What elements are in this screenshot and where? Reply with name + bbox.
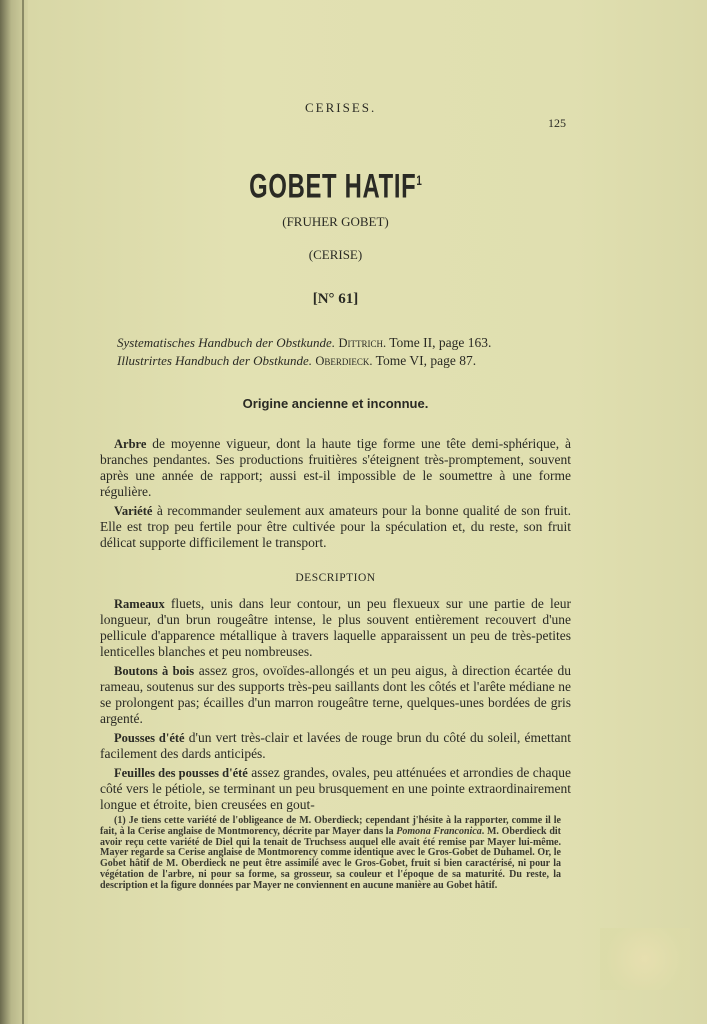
footnote-part: . M. Oberdieck dit avoir reçu cette variété de Diel qui la tenait de Truchsess auquel elle avait été remise par Mayer lui-même. Mayer regarde sa Cerise anglaise de Montmorency comme identique avec le Gros-Gobet de Duhamel. Or, le Gobet hâtif de M. Oberdieck ne peut être assimilé avec le Gros-Gobet, fruit si bien caractérisé, ni pour la végétation de l'arbre, ni pour sa forme, sa grosseur, sa couleur et l'époque de sa maturité. Du reste, la description et la figure données par Mayer ne conviennent en aucune manière au Gobet hâtif. bbox=[100, 825, 561, 891]
paragraph-lead: Pousses d'été bbox=[114, 731, 185, 745]
paragraph-lead: Variété bbox=[114, 504, 153, 518]
paragraph-lead: Feuilles des pousses d'été bbox=[114, 766, 248, 780]
title-text: GOBET HATIF bbox=[248, 167, 417, 206]
reference bbox=[117, 352, 571, 370]
reference-work: Illustrirtes Handbuch der Obstkunde. bbox=[117, 353, 312, 368]
reference-author: Oberdieck. bbox=[315, 354, 373, 368]
paragraph bbox=[100, 730, 571, 762]
running-title: CERISES. bbox=[305, 100, 377, 115]
title-wrap bbox=[249, 160, 422, 206]
references bbox=[100, 334, 571, 396]
paragraph-lead: Rameaux bbox=[114, 597, 165, 611]
paragraph bbox=[100, 503, 571, 551]
paragraph-text: assez gros, ovoïdes-allongés et un peu aigus, à direction écartée du rameau, soutenus sur des supports très-peu saillants dont les côtés et l'arête médiane ne se prolongent pas; écailles d'un marron rougeâtre terne, quelques-unes bordées de gris argenté. bbox=[100, 663, 572, 726]
page-number: 125 bbox=[548, 116, 566, 130]
paragraph-text: de moyenne vigueur, dont la haute tige forme une tête demi-sphérique, à branches pendantes. Ses productions fruitières s'éteignent très-promptement, souvent après une année de rapport; aussi est-il impossible de le soumettre à une forme régulière. bbox=[100, 436, 571, 499]
intro-section bbox=[100, 436, 571, 571]
reference bbox=[117, 334, 571, 352]
footnote-text bbox=[100, 816, 561, 892]
paragraph-text: d'un vert très-clair et lavées de rouge brun du côté du soleil, émettant facilement des dards anticipés. bbox=[100, 730, 571, 761]
page-stain bbox=[600, 928, 690, 990]
description-heading: DESCRIPTION bbox=[295, 572, 376, 584]
paragraph-lead: Arbre bbox=[114, 437, 147, 451]
paragraph bbox=[100, 663, 571, 727]
footnote-marker: 1 bbox=[416, 172, 423, 188]
footnote-part: Je tiens cette variété de l'obligeance de M. Oberdieck; cependant j'hésite à la rapporter, comme il le fait, à la Cerise anglaise de Montmorency, décrite par Mayer dans la bbox=[100, 815, 561, 837]
fruit-kind: (CERISE) bbox=[308, 247, 363, 262]
reference-work: Systematisches Handbuch der Obstkunde. bbox=[117, 335, 336, 350]
variety-title bbox=[100, 160, 571, 214]
origin-heading: Origine ancienne et inconnue. bbox=[242, 396, 429, 411]
footnote-number: (1) bbox=[114, 815, 126, 826]
synonym: (FRUHER GOBET) bbox=[282, 214, 389, 229]
footnote bbox=[100, 816, 571, 892]
paragraph bbox=[100, 436, 571, 500]
paragraph-text: fluets, unis dans leur contour, un peu flexueux sur une partie de leur longueur, d'un brun rougeâtre intense, le plus souvent entièrement recouvert d'une pellicule d'apparence métallique à travers laquelle apparaissent un peu de très-petites lenticelles blanches et peu nombreuses. bbox=[100, 596, 571, 659]
page-edge bbox=[22, 0, 24, 1024]
paragraph bbox=[100, 596, 571, 660]
footnote-italic: Pomona Franconica bbox=[396, 825, 482, 837]
page-content bbox=[100, 160, 571, 892]
description-section bbox=[100, 596, 571, 813]
paragraph-text: à recommander seulement aux amateurs pour la bonne qualité de son fruit. Elle est trop peu fertile pour être cultivée pour la spéculation et, du reste, son fruit délicat supporte difficilement le transport. bbox=[100, 503, 571, 550]
reference-location: Tome II, page 163. bbox=[389, 335, 492, 350]
variety-number: [N° 61] bbox=[312, 291, 359, 307]
reference-location: Tome VI, page 87. bbox=[375, 353, 477, 368]
reference-author: Dittrich. bbox=[338, 336, 387, 350]
paragraph-lead: Boutons à bois bbox=[114, 664, 195, 678]
paragraph bbox=[100, 765, 571, 813]
paragraph-text: assez grandes, ovales, peu atténuées et arrondies de chaque côté vers le pétiole, se terminant un peu brusquement en une pointe extraordinairement longue et étroite, bien creusées en gout- bbox=[100, 765, 572, 812]
